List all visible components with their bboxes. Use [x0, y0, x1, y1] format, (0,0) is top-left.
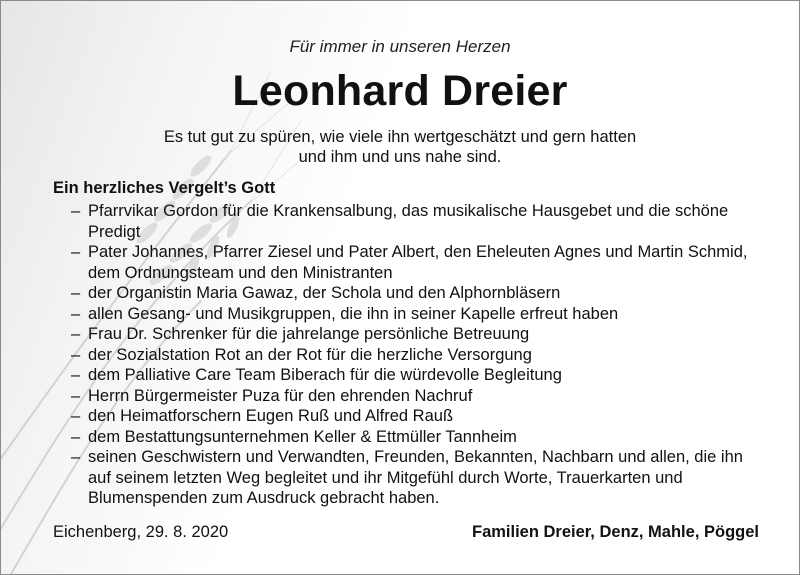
dash: –	[71, 202, 81, 220]
motto: Für immer in unseren Herzen	[289, 37, 511, 56]
thanks-item-text: Herrn Bürgermeister Puza für den ehrenden Nachruf	[88, 386, 473, 405]
dash: –	[71, 284, 81, 302]
dash: –	[71, 304, 81, 323]
thanks-item	[71, 365, 761, 386]
thanks-item	[71, 324, 761, 345]
family-signature: Familien Dreier, Denz, Mahle, Pöggel	[472, 523, 759, 541]
thanks-item	[71, 427, 761, 448]
thanks-item-text: dem Palliative Care Team Biberach für die würdevolle Begleitung	[88, 366, 562, 384]
dash: –	[71, 325, 81, 343]
thanks-item	[71, 386, 761, 407]
notice-content	[1, 1, 799, 574]
thanks-item-text: Pfarrvikar Gordon für die Krankensalbung, das musikalische Hausgebet und die schöne Predigt	[88, 202, 729, 241]
thanks-item	[71, 283, 761, 304]
thanks-item	[71, 242, 761, 283]
thanks-item-text: Frau Dr. Schrenker für die jahrelange persönliche Betreuung	[88, 325, 530, 343]
thanks-item	[71, 201, 761, 242]
thanks-item	[71, 447, 761, 509]
intro-text	[1, 127, 799, 167]
thanks-heading: Ein herzliches Vergelt’s Gott	[53, 179, 276, 197]
thanks-item-text: der Organistin Maria Gawaz, der Schola und den Alphornbläsern	[88, 284, 561, 302]
dash: –	[71, 448, 81, 466]
dash: –	[71, 427, 81, 446]
dash: –	[71, 407, 81, 425]
intro-line: Es tut gut zu spüren, wie viele ihn wertgeschätzt und gern hatten	[163, 128, 637, 146]
thanks-list	[71, 201, 761, 509]
dash: –	[71, 243, 81, 261]
dash: –	[71, 386, 81, 405]
thanks-item-text: Pater Johannes, Pfarrer Ziesel und Pater Albert, den Eheleuten Agnes und Martin Schmid, dem Ordnungsteam und den Ministranten	[88, 243, 748, 282]
thanks-item	[71, 345, 761, 366]
thanks-item	[71, 304, 761, 325]
deceased-name: Leonhard Dreier	[232, 67, 568, 115]
thanks-item-text: den Heimatforschern Eugen Ruß und Alfred Rauß	[88, 407, 454, 425]
thanks-item	[71, 406, 761, 427]
place-date: Eichenberg, 29. 8. 2020	[53, 523, 229, 541]
thanks-item-text: allen Gesang- und Musikgruppen, die ihn in seiner Kapelle erfreut haben	[88, 304, 619, 323]
thanks-item-text: seinen Geschwistern und Verwandten, Freunden, Bekannten, Nachbarn und allen, die ihn auf seinem letzten Weg begleitet und ihr Mitgefühl durch Worte, Trauerkarten und Blumenspenden zum Ausdruck gebracht haben.	[88, 448, 743, 507]
dash: –	[71, 345, 81, 364]
thanks-item-text: dem Bestattungsunternehmen Keller & Ettmüller Tannheim	[88, 427, 517, 446]
intro-line: und ihm und uns nahe sind.	[298, 148, 502, 166]
dash: –	[71, 366, 81, 384]
thanks-item-text: der Sozialstation Rot an der Rot für die herzliche Versorgung	[88, 345, 532, 364]
